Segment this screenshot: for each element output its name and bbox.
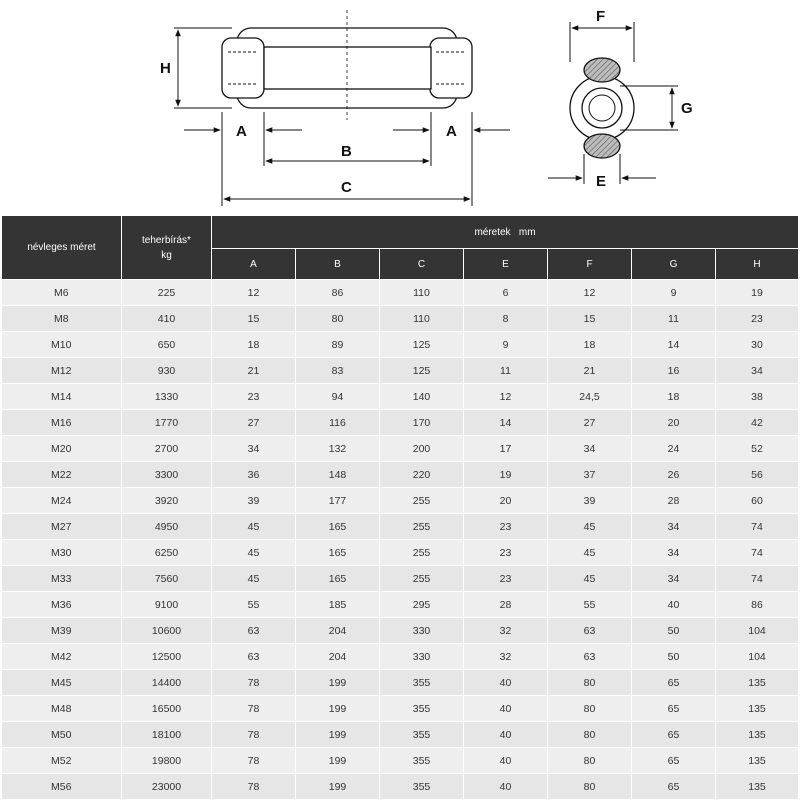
- cell-h: 56: [716, 462, 799, 488]
- table-row: [2, 514, 799, 540]
- cell-c: 110: [380, 280, 464, 306]
- cell-e: 40: [464, 774, 548, 800]
- header-col-c: C: [380, 249, 464, 280]
- cell-h: 23: [716, 306, 799, 332]
- cell-g: 50: [632, 618, 716, 644]
- cell-load-capacity: 9100: [122, 592, 212, 618]
- cell-f: 80: [548, 774, 632, 800]
- table-row: [2, 384, 799, 410]
- cell-g: 65: [632, 774, 716, 800]
- cell-f: 18: [548, 332, 632, 358]
- cell-f: 80: [548, 748, 632, 774]
- cell-c: 295: [380, 592, 464, 618]
- header-dimensions: méretek mm: [212, 216, 799, 249]
- cell-a: 45: [212, 514, 296, 540]
- cell-load-capacity: 225: [122, 280, 212, 306]
- cell-c: 355: [380, 748, 464, 774]
- cell-c: 220: [380, 462, 464, 488]
- cell-a: 63: [212, 644, 296, 670]
- cell-nominal-size: M52: [2, 748, 122, 774]
- cell-b: 199: [296, 748, 380, 774]
- cell-c: 140: [380, 384, 464, 410]
- cell-f: 12: [548, 280, 632, 306]
- cell-g: 34: [632, 540, 716, 566]
- cell-h: 52: [716, 436, 799, 462]
- header-load-capacity-unit: kg: [161, 249, 172, 261]
- cell-f: 45: [548, 514, 632, 540]
- cell-load-capacity: 3300: [122, 462, 212, 488]
- cell-b: 177: [296, 488, 380, 514]
- cell-c: 255: [380, 488, 464, 514]
- cell-b: 165: [296, 514, 380, 540]
- dimensions-table: [1, 215, 799, 800]
- cell-load-capacity: 12500: [122, 644, 212, 670]
- cell-h: 135: [716, 774, 799, 800]
- cell-b: 199: [296, 722, 380, 748]
- cell-h: 135: [716, 670, 799, 696]
- cell-nominal-size: M56: [2, 774, 122, 800]
- table-row: [2, 774, 799, 800]
- cell-nominal-size: M20: [2, 436, 122, 462]
- cell-f: 21: [548, 358, 632, 384]
- cell-nominal-size: M50: [2, 722, 122, 748]
- cell-nominal-size: M33: [2, 566, 122, 592]
- cell-load-capacity: 2700: [122, 436, 212, 462]
- cell-b: 165: [296, 540, 380, 566]
- cell-load-capacity: 23000: [122, 774, 212, 800]
- cell-c: 200: [380, 436, 464, 462]
- cell-a: 39: [212, 488, 296, 514]
- table-row: [2, 332, 799, 358]
- cell-load-capacity: 410: [122, 306, 212, 332]
- cell-e: 19: [464, 462, 548, 488]
- cell-a: 36: [212, 462, 296, 488]
- cell-a: 45: [212, 566, 296, 592]
- cell-a: 78: [212, 670, 296, 696]
- table-row: [2, 540, 799, 566]
- cell-c: 330: [380, 644, 464, 670]
- cell-b: 80: [296, 306, 380, 332]
- cell-b: 204: [296, 644, 380, 670]
- cell-g: 20: [632, 410, 716, 436]
- cell-nominal-size: M36: [2, 592, 122, 618]
- label-c: C: [341, 179, 352, 196]
- cell-h: 135: [716, 696, 799, 722]
- cell-g: 34: [632, 566, 716, 592]
- table-row: [2, 280, 799, 306]
- cell-e: 17: [464, 436, 548, 462]
- cell-f: 80: [548, 670, 632, 696]
- cell-f: 45: [548, 540, 632, 566]
- cell-load-capacity: 1330: [122, 384, 212, 410]
- cell-b: 116: [296, 410, 380, 436]
- cell-nominal-size: M10: [2, 332, 122, 358]
- cell-c: 170: [380, 410, 464, 436]
- cell-a: 23: [212, 384, 296, 410]
- label-b: B: [341, 143, 352, 160]
- cell-nominal-size: M24: [2, 488, 122, 514]
- cell-g: 34: [632, 514, 716, 540]
- header-load-capacity-label: teherbírás*: [142, 234, 191, 246]
- cell-nominal-size: M8: [2, 306, 122, 332]
- cell-b: 199: [296, 774, 380, 800]
- cell-b: 199: [296, 670, 380, 696]
- cell-load-capacity: 14400: [122, 670, 212, 696]
- label-h: H: [160, 60, 171, 77]
- cell-g: 18: [632, 384, 716, 410]
- header-col-h: H: [716, 249, 799, 280]
- table-row: [2, 670, 799, 696]
- right-nut-end: [430, 38, 472, 98]
- cell-e: 6: [464, 280, 548, 306]
- cell-h: 60: [716, 488, 799, 514]
- cell-e: 20: [464, 488, 548, 514]
- cell-a: 15: [212, 306, 296, 332]
- table-body: [2, 280, 799, 800]
- cell-h: 74: [716, 566, 799, 592]
- table-row: [2, 488, 799, 514]
- cell-h: 30: [716, 332, 799, 358]
- cell-e: 9: [464, 332, 548, 358]
- table-row: [2, 358, 799, 384]
- cell-b: 86: [296, 280, 380, 306]
- cell-a: 34: [212, 436, 296, 462]
- cell-g: 16: [632, 358, 716, 384]
- cell-b: 89: [296, 332, 380, 358]
- header-col-f: F: [548, 249, 632, 280]
- cell-h: 38: [716, 384, 799, 410]
- cell-b: 94: [296, 384, 380, 410]
- cell-g: 11: [632, 306, 716, 332]
- technical-drawing: [0, 0, 800, 212]
- cell-f: 15: [548, 306, 632, 332]
- section-bottom: [584, 134, 620, 158]
- cell-a: 78: [212, 722, 296, 748]
- cell-a: 21: [212, 358, 296, 384]
- table-row: [2, 592, 799, 618]
- cell-h: 86: [716, 592, 799, 618]
- header-col-b: B: [296, 249, 380, 280]
- cell-c: 255: [380, 514, 464, 540]
- table-row: [2, 410, 799, 436]
- cell-c: 355: [380, 774, 464, 800]
- cell-nominal-size: M45: [2, 670, 122, 696]
- cell-a: 78: [212, 774, 296, 800]
- header-col-a: A: [212, 249, 296, 280]
- cell-load-capacity: 3920: [122, 488, 212, 514]
- label-a-left: A: [236, 123, 247, 140]
- cell-nominal-size: M16: [2, 410, 122, 436]
- cell-f: 45: [548, 566, 632, 592]
- cell-e: 12: [464, 384, 548, 410]
- cell-b: 204: [296, 618, 380, 644]
- cell-c: 255: [380, 566, 464, 592]
- label-g: G: [681, 100, 693, 117]
- cell-g: 26: [632, 462, 716, 488]
- cell-e: 40: [464, 696, 548, 722]
- cell-e: 23: [464, 514, 548, 540]
- cell-g: 65: [632, 696, 716, 722]
- cell-e: 40: [464, 748, 548, 774]
- cell-load-capacity: 18100: [122, 722, 212, 748]
- cell-load-capacity: 650: [122, 332, 212, 358]
- cell-c: 355: [380, 670, 464, 696]
- cell-e: 28: [464, 592, 548, 618]
- end-view: [570, 58, 634, 158]
- cell-g: 65: [632, 670, 716, 696]
- cell-g: 9: [632, 280, 716, 306]
- cell-h: 19: [716, 280, 799, 306]
- cell-g: 65: [632, 748, 716, 774]
- cell-nominal-size: M22: [2, 462, 122, 488]
- cell-load-capacity: 6250: [122, 540, 212, 566]
- cell-g: 24: [632, 436, 716, 462]
- cell-h: 74: [716, 514, 799, 540]
- cell-b: 132: [296, 436, 380, 462]
- cell-nominal-size: M14: [2, 384, 122, 410]
- cell-f: 55: [548, 592, 632, 618]
- cell-load-capacity: 19800: [122, 748, 212, 774]
- cell-h: 104: [716, 618, 799, 644]
- header-load-capacity: [122, 216, 212, 280]
- cell-nominal-size: M42: [2, 644, 122, 670]
- table-row: [2, 462, 799, 488]
- cell-e: 8: [464, 306, 548, 332]
- cell-h: 135: [716, 722, 799, 748]
- table-row: [2, 306, 799, 332]
- label-a-right: A: [446, 123, 457, 140]
- table-row: [2, 748, 799, 774]
- cell-e: 23: [464, 566, 548, 592]
- cell-a: 63: [212, 618, 296, 644]
- cell-f: 63: [548, 618, 632, 644]
- section-top: [584, 58, 620, 82]
- table-row: [2, 566, 799, 592]
- cell-g: 50: [632, 644, 716, 670]
- cell-h: 74: [716, 540, 799, 566]
- cell-nominal-size: M30: [2, 540, 122, 566]
- side-view: [222, 10, 472, 120]
- cell-load-capacity: 930: [122, 358, 212, 384]
- cell-nominal-size: M48: [2, 696, 122, 722]
- cell-a: 18: [212, 332, 296, 358]
- cell-c: 330: [380, 618, 464, 644]
- header-col-e: E: [464, 249, 548, 280]
- cell-h: 34: [716, 358, 799, 384]
- cell-nominal-size: M12: [2, 358, 122, 384]
- cell-b: 83: [296, 358, 380, 384]
- cell-b: 148: [296, 462, 380, 488]
- cell-load-capacity: 10600: [122, 618, 212, 644]
- cell-load-capacity: 7560: [122, 566, 212, 592]
- cell-b: 165: [296, 566, 380, 592]
- header-nominal-size: névleges méret: [2, 216, 122, 280]
- cell-b: 199: [296, 696, 380, 722]
- cell-f: 80: [548, 696, 632, 722]
- cell-g: 28: [632, 488, 716, 514]
- cell-e: 14: [464, 410, 548, 436]
- label-e: E: [596, 173, 607, 190]
- cell-g: 14: [632, 332, 716, 358]
- cell-c: 125: [380, 358, 464, 384]
- cell-nominal-size: M6: [2, 280, 122, 306]
- cell-g: 65: [632, 722, 716, 748]
- cell-e: 40: [464, 722, 548, 748]
- left-nut-end: [222, 38, 264, 98]
- cell-a: 78: [212, 696, 296, 722]
- cell-c: 110: [380, 306, 464, 332]
- window-slot: [264, 47, 431, 89]
- cell-f: 63: [548, 644, 632, 670]
- cell-c: 355: [380, 722, 464, 748]
- table-row: [2, 618, 799, 644]
- cell-e: 40: [464, 670, 548, 696]
- cell-h: 104: [716, 644, 799, 670]
- cell-f: 80: [548, 722, 632, 748]
- cell-c: 125: [380, 332, 464, 358]
- cell-a: 12: [212, 280, 296, 306]
- cell-load-capacity: 4950: [122, 514, 212, 540]
- cell-e: 23: [464, 540, 548, 566]
- cell-g: 40: [632, 592, 716, 618]
- cell-a: 45: [212, 540, 296, 566]
- table-row: [2, 436, 799, 462]
- table-row: [2, 722, 799, 748]
- cell-a: 55: [212, 592, 296, 618]
- cell-c: 355: [380, 696, 464, 722]
- cell-h: 42: [716, 410, 799, 436]
- cell-e: 32: [464, 618, 548, 644]
- cell-f: 34: [548, 436, 632, 462]
- cell-e: 11: [464, 358, 548, 384]
- table-row: [2, 696, 799, 722]
- cell-a: 27: [212, 410, 296, 436]
- cell-nominal-size: M27: [2, 514, 122, 540]
- cell-f: 27: [548, 410, 632, 436]
- header-col-g: G: [632, 249, 716, 280]
- cell-f: 37: [548, 462, 632, 488]
- cell-nominal-size: M39: [2, 618, 122, 644]
- cell-f: 39: [548, 488, 632, 514]
- cell-h: 135: [716, 748, 799, 774]
- cell-b: 185: [296, 592, 380, 618]
- table-row: [2, 644, 799, 670]
- cell-a: 78: [212, 748, 296, 774]
- cell-e: 32: [464, 644, 548, 670]
- cell-c: 255: [380, 540, 464, 566]
- cell-f: 24,5: [548, 384, 632, 410]
- label-f: F: [596, 8, 606, 25]
- cell-load-capacity: 16500: [122, 696, 212, 722]
- cell-load-capacity: 1770: [122, 410, 212, 436]
